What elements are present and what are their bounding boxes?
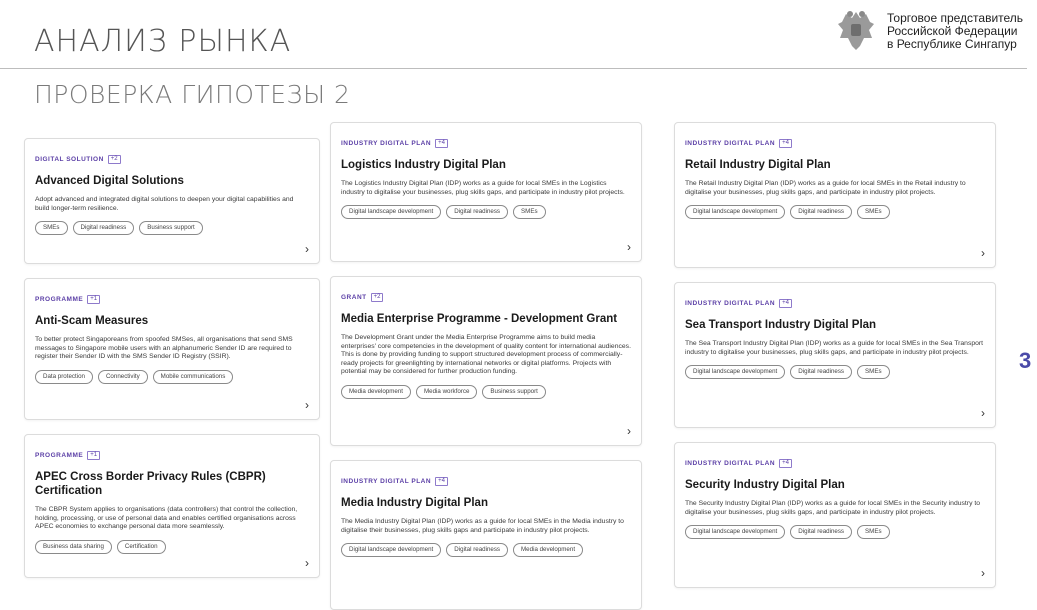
tag[interactable]: Media workforce <box>416 385 477 399</box>
card-anti-scam-measures[interactable] <box>24 278 320 420</box>
chevron-right-icon[interactable]: › <box>981 406 985 420</box>
card-category: PROGRAMME <box>35 452 84 459</box>
card-tags <box>35 370 309 384</box>
card-description: The Media Industry Digital Plan (IDP) works as a guide for local SMEs in the Media industry to digitalise their businesses, plug skills gaps and participate in industry pilot projects. <box>341 518 624 534</box>
card-category-row <box>341 139 631 148</box>
card-category-row <box>35 295 309 304</box>
tag[interactable]: Business support <box>139 221 202 235</box>
card-tags <box>35 221 309 235</box>
card-tags <box>685 365 985 379</box>
card-media-idp[interactable] <box>330 460 642 610</box>
card-title: APEC Cross Border Privacy Rules (CBPR) Certification <box>35 471 266 497</box>
card-count-badge: +2 <box>371 293 384 302</box>
tag[interactable]: Digital readiness <box>73 221 135 235</box>
page-title: АНАЛИЗ РЫНКА <box>34 24 292 59</box>
card-description: Adopt advanced and integrated digital solutions to deepen your digital capabilities and build longer-term resilience. <box>35 196 294 212</box>
tag[interactable]: Business data sharing <box>35 540 112 554</box>
card-apec-cbpr[interactable] <box>24 434 320 578</box>
card-logistics-idp[interactable] <box>330 122 642 262</box>
card-description: To better protect Singaporeans from spoofed SMSes, all organisations that send SMS messages to Singapore mobile users with an alphanumeric Sender ID are required to register their Sender ID with the SMS Sender ID Registry (SSIR). <box>35 336 293 361</box>
org-line-2: Российской Федерации <box>887 24 1018 38</box>
card-title: Anti-Scam Measures <box>35 315 149 327</box>
card-category-row <box>35 451 309 460</box>
org-line-1: Торговое представитель <box>887 11 1024 25</box>
card-count-badge: +1 <box>87 295 100 304</box>
card-count-badge: +2 <box>108 155 121 164</box>
card-title: Advanced Digital Solutions <box>35 175 184 187</box>
card-tags <box>685 205 985 219</box>
card-tags <box>35 540 309 554</box>
tag[interactable]: Certification <box>117 540 166 554</box>
tag[interactable]: SMEs <box>513 205 546 219</box>
card-description: The CBPR System applies to organisations (data controllers) that control the collection, holding, processing, or use of personal data and enables certified organisations across APEC economies to exchange personal data more seamlessly. <box>35 506 298 531</box>
chevron-right-icon[interactable]: › <box>305 242 309 256</box>
card-title: Retail Industry Digital Plan <box>685 159 831 171</box>
tag[interactable]: Media development <box>513 543 583 557</box>
card-category-row <box>35 155 309 164</box>
tag[interactable]: Digital readiness <box>446 543 508 557</box>
card-security-idp[interactable] <box>674 442 996 588</box>
card-count-badge: +4 <box>779 299 792 308</box>
header-divider <box>0 68 1027 69</box>
chevron-right-icon[interactable]: › <box>627 424 631 438</box>
tag[interactable]: Digital landscape development <box>685 525 785 539</box>
card-description: The Development Grant under the Media Enterprise Programme aims to build media enterprises' core competencies in the development of quality content for international audiences. This is done by providing funding to support structured development process of commercially-ready projects for greenlighting by international networks or digital platforms. Projects with potential may be considered for further production funding. <box>341 334 631 376</box>
tag[interactable]: SMEs <box>857 525 890 539</box>
card-category: INDUSTRY DIGITAL PLAN <box>341 140 432 147</box>
card-category: INDUSTRY DIGITAL PLAN <box>685 140 776 147</box>
card-count-badge: +4 <box>435 139 448 148</box>
card-category: INDUSTRY DIGITAL PLAN <box>685 460 776 467</box>
card-category: GRANT <box>341 294 367 301</box>
card-media-enterprise-grant[interactable] <box>330 276 642 446</box>
tag[interactable]: Digital readiness <box>446 205 508 219</box>
tag[interactable]: Digital landscape development <box>685 205 785 219</box>
card-description: The Logistics Industry Digital Plan (IDP) works as a guide for local SMEs in the Logistics industry to digitalise your businesses, plug skills gaps, and participate in industry pilot projects. <box>341 180 625 196</box>
card-title: Security Industry Digital Plan <box>685 479 845 491</box>
chevron-right-icon[interactable]: › <box>305 556 309 570</box>
card-tags <box>341 385 631 399</box>
tag[interactable]: Digital readiness <box>790 525 852 539</box>
card-sea-transport-idp[interactable] <box>674 282 996 428</box>
org-line-3: в Республике Сингапур <box>887 37 1017 51</box>
card-title: Media Enterprise Programme - Development Grant <box>341 313 618 325</box>
coat-of-arms-icon <box>836 8 876 52</box>
card-category: INDUSTRY DIGITAL PLAN <box>685 300 776 307</box>
card-category: PROGRAMME <box>35 296 84 303</box>
section-title: ПРОВЕРКА ГИПОТЕЗЫ 2 <box>34 80 351 109</box>
card-category-row <box>685 459 985 468</box>
card-description: The Security Industry Digital Plan (IDP) works as a guide for local SMEs in the Security industry to digitalise your businesses, plug skills gaps, and participate in industry pilot projects. <box>685 500 981 516</box>
tag[interactable]: Digital landscape development <box>341 543 441 557</box>
card-description: The Retail Industry Digital Plan (IDP) works as a guide for local SMEs in the Retail industry to digitalise your businesses, plug skills gaps, and participate in industry pilot projects. <box>685 180 966 196</box>
tag[interactable]: Data protection <box>35 370 93 384</box>
tag[interactable]: Connectivity <box>98 370 148 384</box>
page-number: 3 <box>1019 348 1032 373</box>
card-title: Sea Transport Industry Digital Plan <box>685 319 877 331</box>
card-category-row <box>341 477 631 486</box>
tag[interactable]: Mobile communications <box>153 370 234 384</box>
tag[interactable]: Media development <box>341 385 411 399</box>
tag[interactable]: Digital readiness <box>790 205 852 219</box>
chevron-right-icon[interactable]: › <box>981 566 985 580</box>
chevron-right-icon[interactable]: › <box>305 398 309 412</box>
card-tags <box>341 543 631 557</box>
tag[interactable]: Business support <box>482 385 545 399</box>
tag[interactable]: Digital landscape development <box>341 205 441 219</box>
card-count-badge: +1 <box>87 451 100 460</box>
tag[interactable]: SMEs <box>35 221 68 235</box>
card-title: Logistics Industry Digital Plan <box>341 159 506 171</box>
card-category-row <box>341 293 631 302</box>
card-title: Media Industry Digital Plan <box>341 497 488 509</box>
card-category-row <box>685 299 985 308</box>
organization-name <box>887 12 1037 51</box>
card-tags <box>341 205 631 219</box>
card-category: DIGITAL SOLUTION <box>35 156 104 163</box>
tag[interactable]: SMEs <box>857 205 890 219</box>
chevron-right-icon[interactable]: › <box>981 246 985 260</box>
chevron-right-icon[interactable]: › <box>627 240 631 254</box>
card-count-badge: +4 <box>779 459 792 468</box>
tag[interactable]: Digital landscape development <box>685 365 785 379</box>
tag[interactable]: SMEs <box>857 365 890 379</box>
card-description: The Sea Transport Industry Digital Plan (IDP) works as a guide for local SMEs in the Sea Transport industry to digitalise your businesses, plug skills gaps, and participate in industry pilot projects. <box>685 340 984 356</box>
card-category: INDUSTRY DIGITAL PLAN <box>341 478 432 485</box>
tag[interactable]: Digital readiness <box>790 365 852 379</box>
card-tags <box>685 525 985 539</box>
card-advanced-digital-solutions[interactable] <box>24 138 320 264</box>
card-retail-idp[interactable] <box>674 122 996 268</box>
card-category-row <box>685 139 985 148</box>
card-count-badge: +4 <box>435 477 448 486</box>
card-count-badge: +4 <box>779 139 792 148</box>
